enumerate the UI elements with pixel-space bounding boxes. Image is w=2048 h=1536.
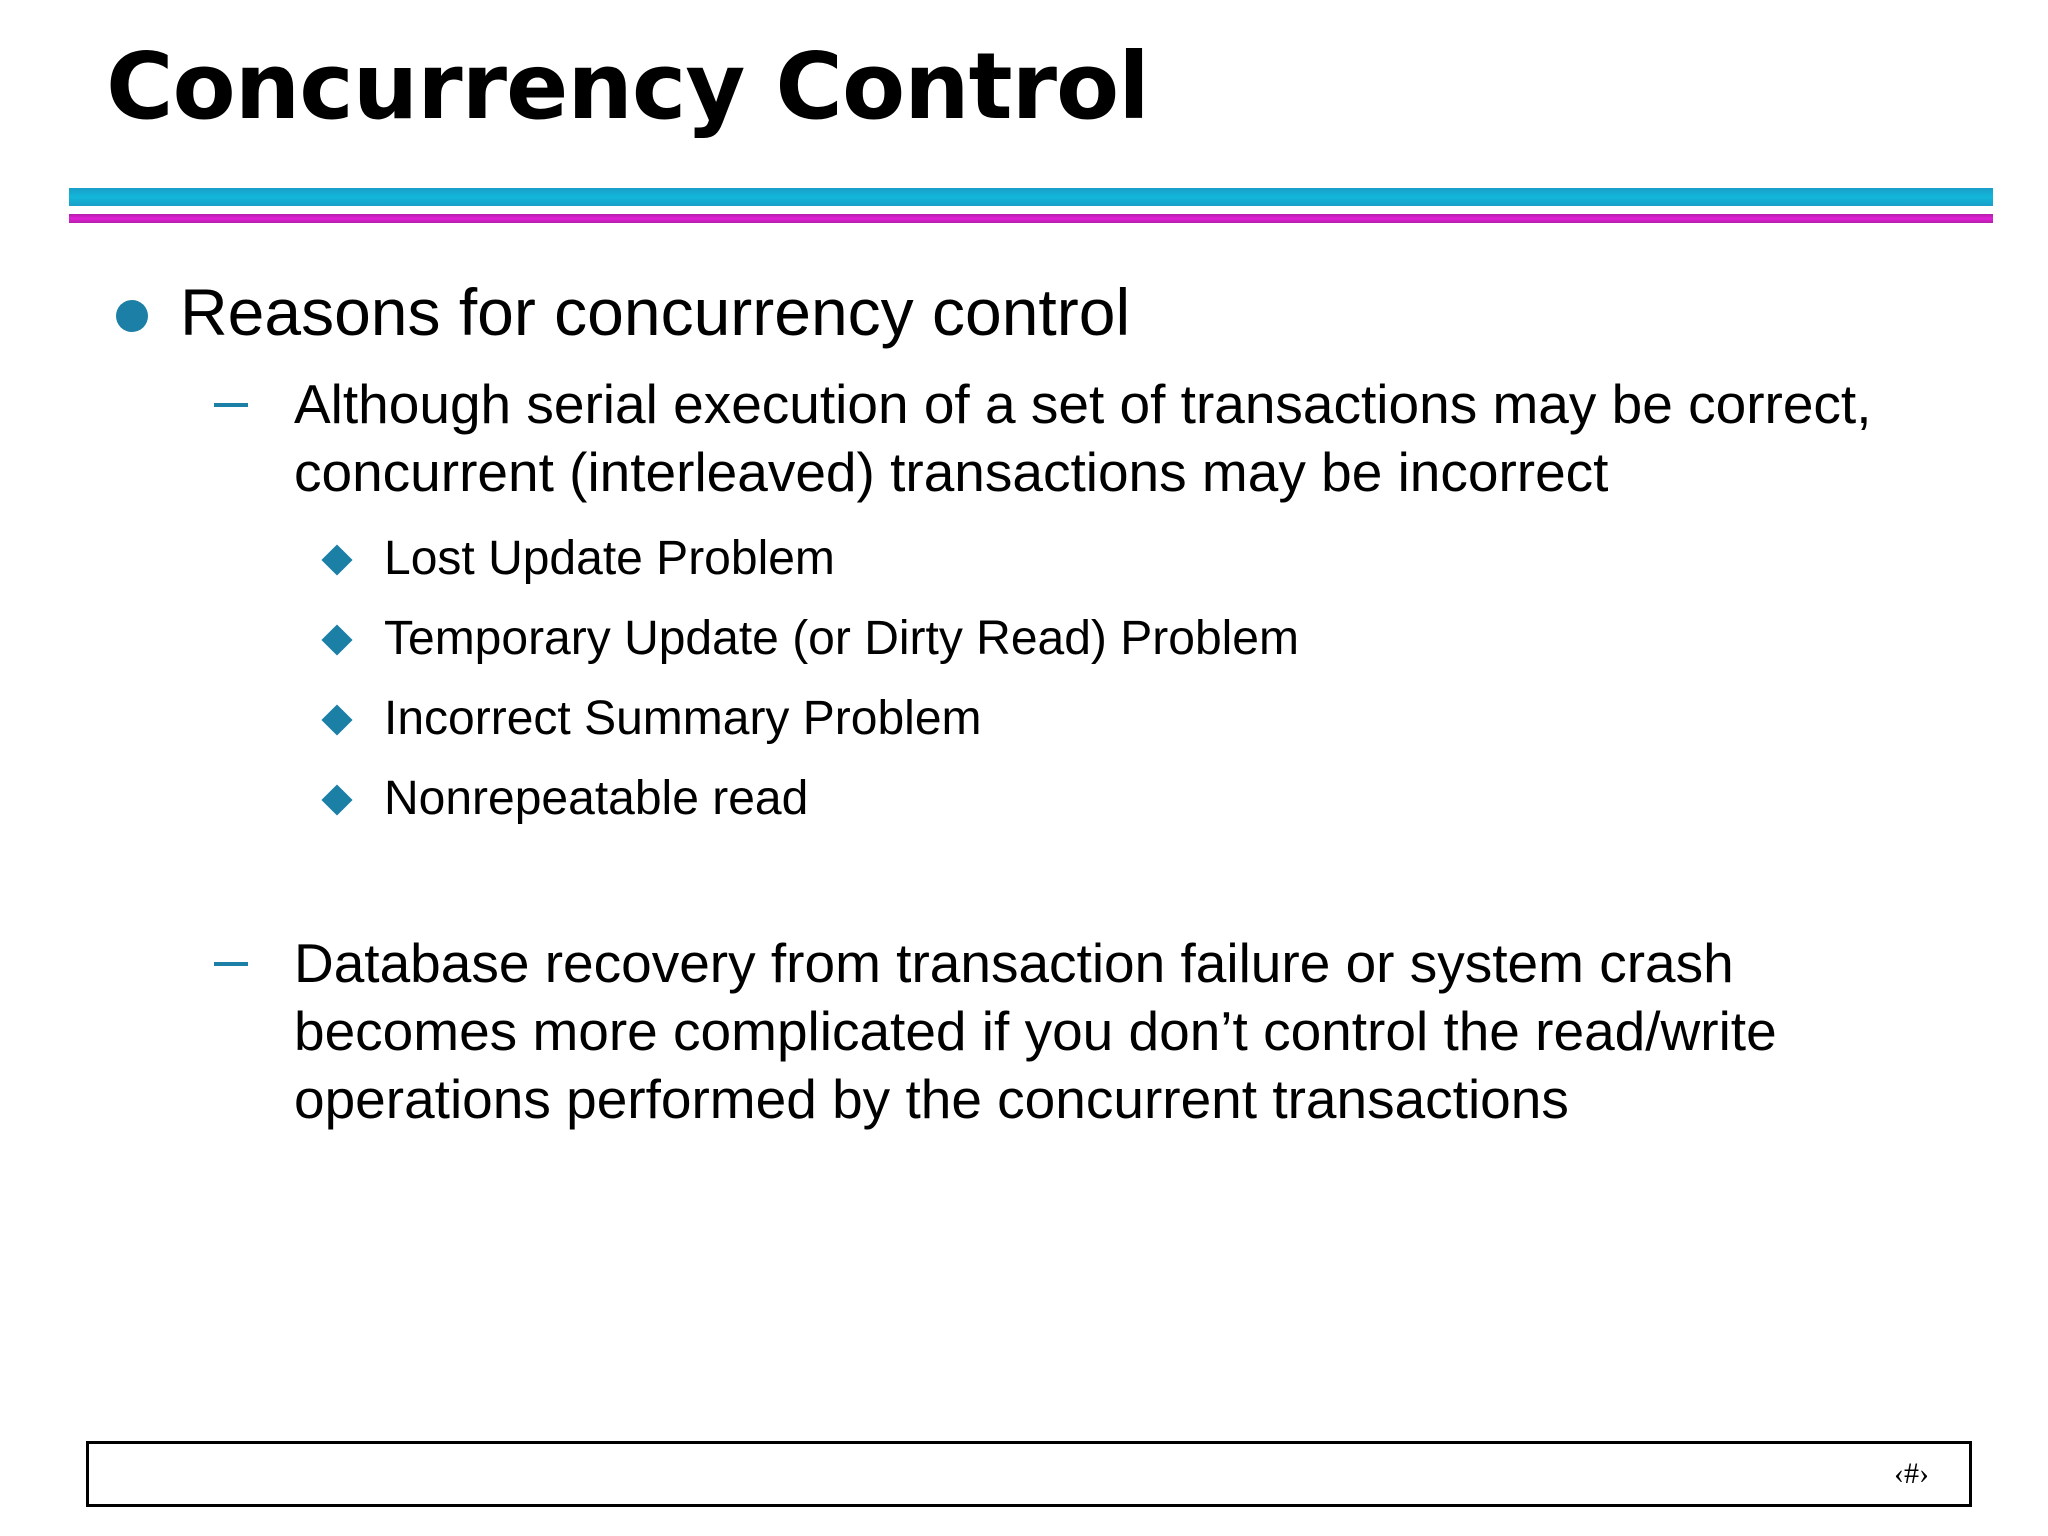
- diamond-bullet-icon: [321, 784, 352, 815]
- item-lost-update: Lost Update Problem: [384, 532, 835, 585]
- diamond-bullet-icon: [321, 704, 352, 735]
- title-divider-cyan: [69, 188, 1993, 206]
- item-nonrepeatable-read: Nonrepeatable read: [384, 772, 809, 825]
- diamond-bullet-icon: [321, 544, 352, 575]
- sub-bullet-database-recovery: Database recovery from transaction failure or system crash becomes more complicated if you don’t control the read/write operations performed by the concurrent transactions: [294, 932, 1777, 1130]
- dash-bullet-icon: [214, 403, 248, 407]
- slide-title: Concurrency Control: [106, 33, 1149, 140]
- diamond-bullet-icon: [321, 624, 352, 655]
- circle-bullet-icon: [116, 300, 148, 332]
- title-divider-magenta: [69, 214, 1993, 223]
- slide-number: ‹#›: [1894, 1457, 1929, 1490]
- item-temporary-update: Temporary Update (or Dirty Read) Problem: [384, 612, 1299, 665]
- item-incorrect-summary: Incorrect Summary Problem: [384, 692, 982, 745]
- footer-bar: [86, 1441, 1972, 1507]
- bullet-reasons: Reasons for concurrency control: [180, 275, 1131, 349]
- dash-bullet-icon: [214, 962, 248, 966]
- sub-bullet-serial-execution: Although serial execution of a set of transactions may be correct, concurrent (interleaved) transactions may be incorrect: [294, 373, 1872, 503]
